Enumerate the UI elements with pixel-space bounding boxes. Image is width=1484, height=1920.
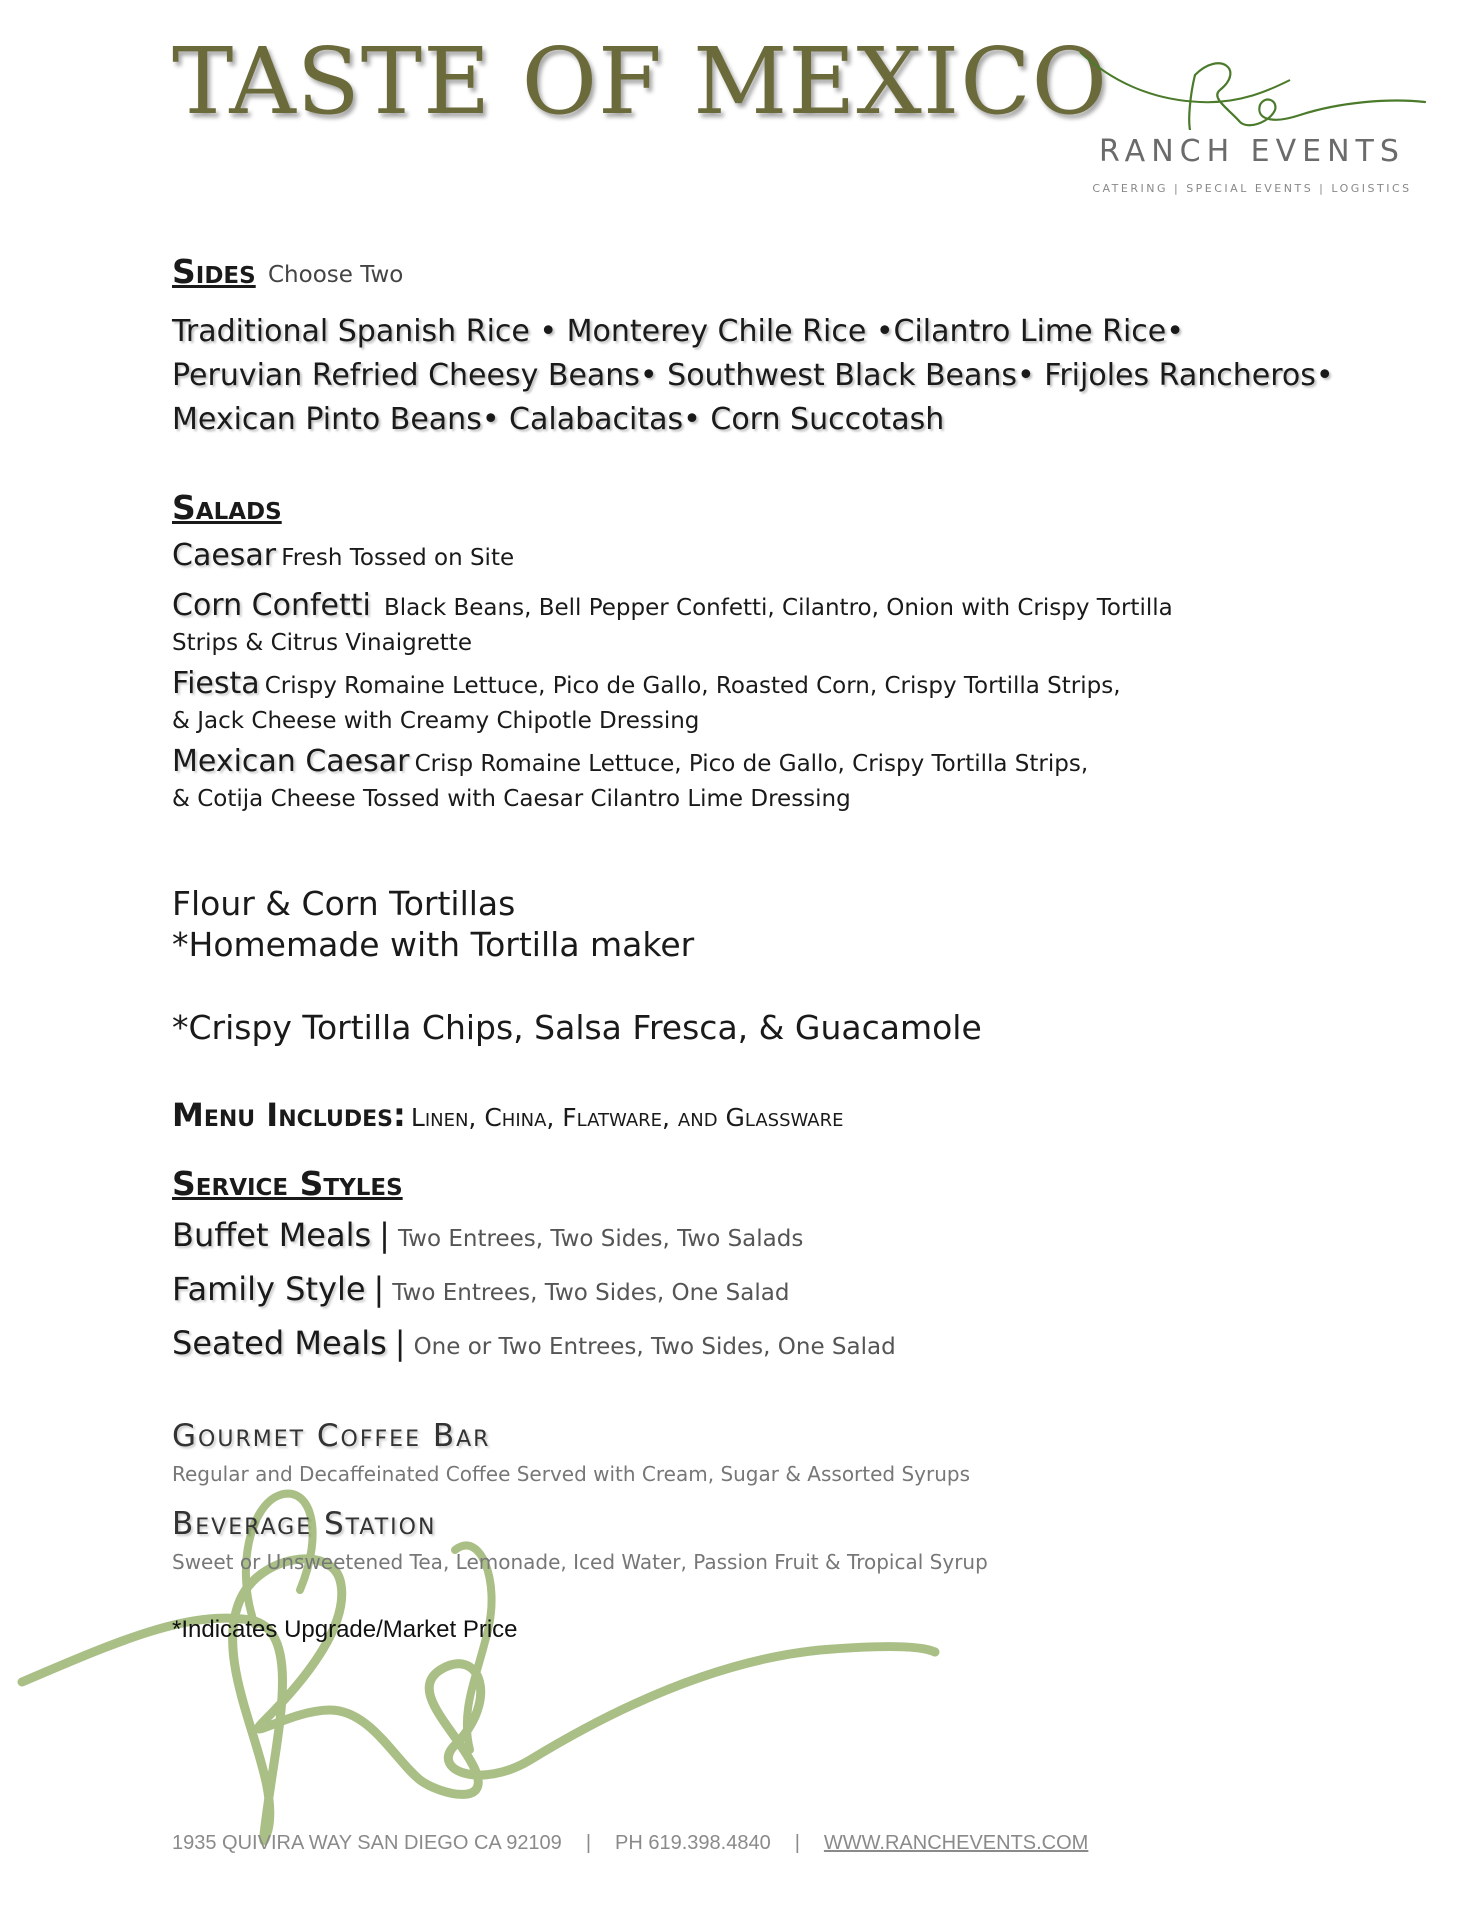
salad-item [172, 666, 1121, 701]
service-description: Two Entrees, Two Sides, Two Salads [397, 1226, 804, 1252]
sides-heading: Sides [172, 252, 256, 291]
menu-includes [172, 1096, 844, 1134]
sides-note: Choose Two [268, 262, 404, 288]
salads-heading: Salads [172, 488, 282, 527]
service-name: Seated Meals [172, 1324, 387, 1362]
salad-description-cont: & Jack Cheese with Creamy Chipotle Dressing [172, 708, 700, 734]
salad-description-cont: & Cotija Cheese Tossed with Caesar Cilantro Lime Dressing [172, 786, 851, 812]
sides-line: Traditional Spanish Rice • Monterey Chile Rice •Cilantro Lime Rice• [172, 314, 1184, 349]
footer-address: 1935 QUIVIRA WAY SAN DIEGO CA 92109 [172, 1832, 562, 1854]
salad-name: Fiesta [172, 666, 260, 701]
sides-line: Peruvian Refried Cheesy Beans• Southwest Black Beans• Frijoles Rancheros• [172, 358, 1334, 393]
coffee-bar-description: Regular and Decaffeinated Coffee Served with Cream, Sugar & Assorted Syrups [172, 1462, 971, 1486]
salad-item [172, 588, 1173, 623]
salad-description: Crispy Romaine Lettuce, Pico de Gallo, Roasted Corn, Crispy Tortilla Strips, [264, 673, 1121, 699]
footer-separator: | [794, 1832, 800, 1854]
service-separator: | [394, 1324, 406, 1362]
upgrade-note: *Indicates Upgrade/Market Price [172, 1616, 518, 1643]
homemade-text: *Homemade with Tortilla maker [172, 925, 695, 964]
chips-text: *Crispy Tortilla Chips, Salsa Fresca, & Guacamole [172, 1008, 982, 1047]
service-styles-heading: Service Styles [172, 1164, 403, 1203]
ranch-events-logo-icon [1070, 40, 1440, 130]
tortillas-text: Flour & Corn Tortillas [172, 884, 516, 923]
salad-item [172, 744, 1088, 779]
sides-line: Mexican Pinto Beans• Calabacitas• Corn Succotash [172, 402, 945, 437]
menu-includes-value: Linen, China, Flatware, and Glassware [410, 1103, 844, 1132]
salad-name: Mexican Caesar [172, 744, 410, 779]
service-row [172, 1324, 896, 1362]
salad-description: Crisp Romaine Lettuce, Pico de Gallo, Crispy Tortilla Strips, [414, 751, 1089, 777]
logo-wordmark: RANCH EVENTS [1099, 134, 1405, 169]
service-row [172, 1216, 803, 1254]
service-description: One or Two Entrees, Two Sides, One Salad [413, 1334, 896, 1360]
footer-separator: | [585, 1832, 592, 1854]
salad-description: Fresh Tossed on Site [281, 545, 515, 571]
logo-tagline: CATERING | SPECIAL EVENTS | LOGISTICS [1092, 182, 1412, 195]
coffee-bar-heading: Gourmet Coffee Bar [172, 1418, 491, 1454]
salad-name: Caesar [172, 538, 277, 573]
service-row [172, 1270, 789, 1308]
footer-phone: PH 619.398.4840 [615, 1832, 771, 1854]
beverage-station-heading: Beverage Station [172, 1506, 437, 1542]
salad-description: Black Beans, Bell Pepper Confetti, Cilantro, Onion with Crispy Tortilla [383, 595, 1173, 621]
page-title: TASTE OF MEXICO [172, 28, 1109, 135]
salad-item [172, 538, 514, 573]
salad-description-cont: Strips & Citrus Vinaigrette [172, 630, 472, 656]
service-description: Two Entrees, Two Sides, One Salad [392, 1280, 790, 1306]
footer [172, 1832, 1088, 1855]
footer-website-link[interactable]: WWW.RANCHEVENTS.COM [823, 1832, 1089, 1854]
beverage-station-description: Sweet or Unsweetened Tea, Lemonade, Iced Water, Passion Fruit & Tropical Syrup [172, 1550, 988, 1574]
service-separator: | [373, 1270, 385, 1308]
salad-name: Corn Confetti [172, 588, 371, 623]
service-separator: | [379, 1216, 390, 1254]
menu-includes-label: Menu Includes: [172, 1096, 406, 1134]
service-name: Buffet Meals [172, 1216, 372, 1254]
service-name: Family Style [172, 1270, 366, 1308]
